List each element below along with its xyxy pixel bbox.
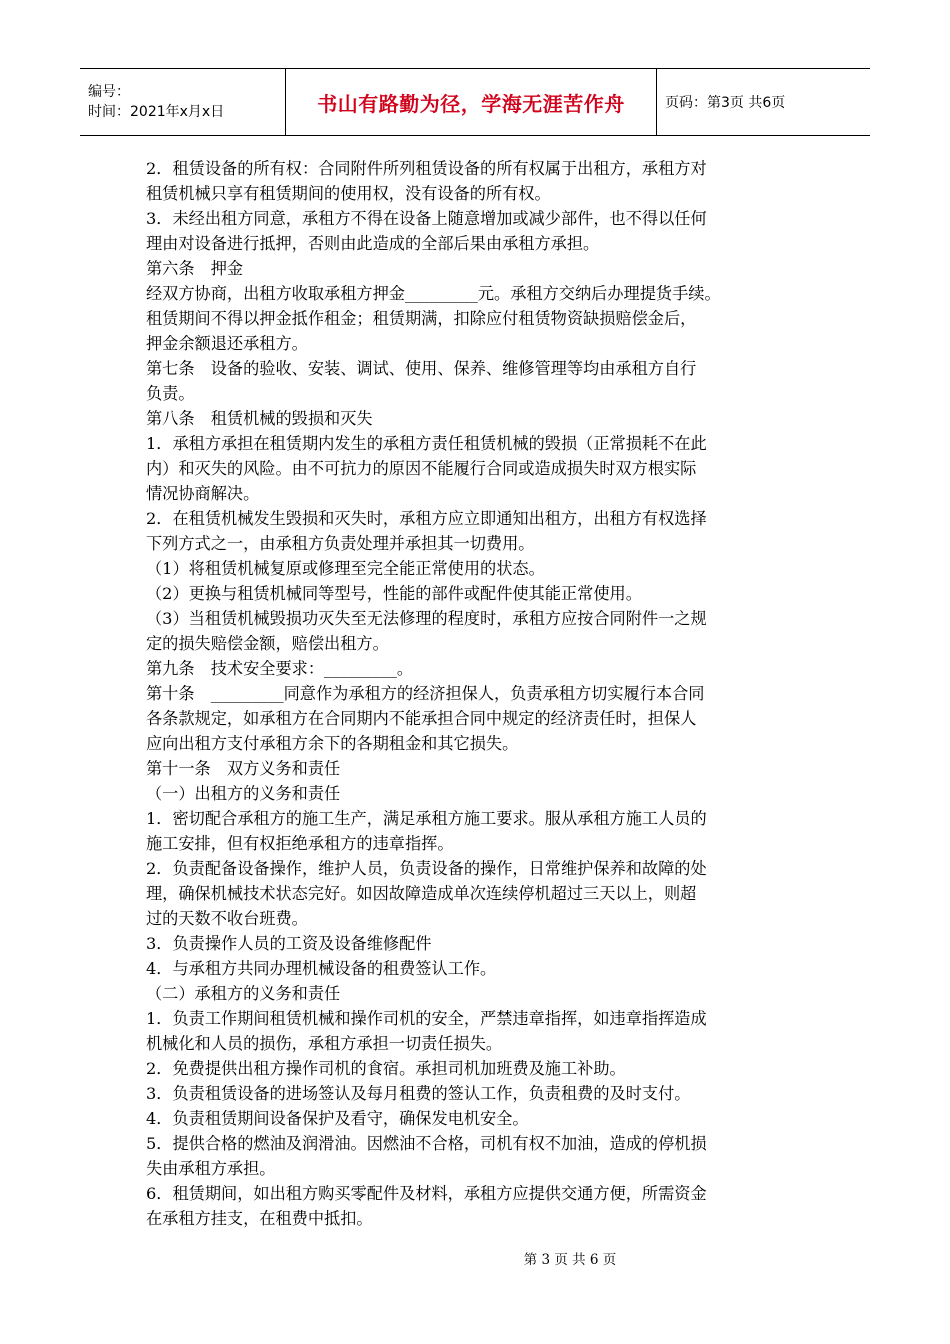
document-code-label: 编号： [88,84,130,100]
text-line: 4．负责租赁期间设备保护及看守，确保发电机安全。 [146,1109,529,1128]
page-header [80,68,870,136]
header-motto-cell [285,69,657,135]
text-line: 押金余额退还承租方。 [146,334,308,353]
text-line: 4．与承租方共同办理机械设备的租费签认工作。 [146,959,497,978]
text-line: （二）承租方的义务和责任 [146,984,341,1003]
text-line: 情况协商解决。 [146,484,260,503]
text-line: 应向出租方支付承租方余下的各期租金和其它损失。 [146,734,519,753]
text-line: 定的损失赔偿金额，赔偿出租方。 [146,634,389,653]
text-line: （1）将租赁机械复原或修理至完全能正常使用的状态。 [146,559,545,578]
text-line: 2．负责配备设备操作，维护人员，负责设备的操作，日常维护保养和故障的处 [146,859,707,878]
text-line: 在承租方挂支，在租费中抵扣。 [146,1209,373,1228]
text-line: 第六条 押金 [146,259,244,278]
text-line: 第七条 设备的验收、安装、调试、使用、保养、维修管理等均由承租方自行 [146,359,697,378]
page-info-text: 页码：第3页 共6页 [665,95,786,111]
text-line: （2）更换与租赁机械同等型号，性能的部件或配件使其能正常使用。 [146,584,642,603]
text-line: 1．承租方承担在租赁期内发生的承租方责任租赁机械的毁损（正常损耗不在此 [146,434,707,453]
text-line: 租赁期间不得以押金抵作租金；租赁期满，扣除应付租赁物资缺损赔偿金后， [146,309,697,328]
text-line: 过的天数不收台班费。 [146,909,308,928]
text-line: 下列方式之一，由承租方负责处理并承担其一切费用。 [146,534,535,553]
text-line: 5．提供合格的燃油及润滑油。因燃油不合格，司机有权不加油，造成的停机损 [146,1134,707,1153]
text-line: 失由承租方承担。 [146,1159,276,1178]
header-page-info [657,69,870,135]
text-line: 施工安排，但有权拒绝承租方的违章指挥。 [146,834,454,853]
text-line: 3．负责租赁设备的进场签认及每月租费的签认工作，负责租费的及时支付。 [146,1084,691,1103]
text-line: 1．密切配合承租方的施工生产，满足承租方施工要求。服从承租方施工人员的 [146,809,707,828]
text-line: 第八条 租赁机械的毁损和灭失 [146,409,373,428]
page-footer: 第 3 页 共 6 页 [523,1252,617,1268]
text-line: 2．租赁设备的所有权：合同附件所列租赁设备的所有权属于出租方，承租方对 [146,159,707,178]
header-motto: 书山有路勤为径，学海无涯苦作舟 [317,91,625,116]
text-line: 经双方协商，出租方收取承租方押金_________元。承租方交纳后办理提货手续。 [146,284,721,303]
text-line: 机械化和人员的损伤，承租方承担一切责任损失。 [146,1034,503,1053]
document-date: 时间：2021年x月x日 [88,104,225,120]
text-line: 租赁机械只享有租赁期间的使用权，没有设备的所有权。 [146,184,551,203]
text-line: 第九条 技术安全要求：_________。 [146,659,414,678]
text-line: （一）出租方的义务和责任 [146,784,341,803]
text-line: 2．在租赁机械发生毁损和灭失时，承租方应立即通知出租方，出租方有权选择 [146,509,707,528]
text-line: 1．负责工作期间租赁机械和操作司机的安全，严禁违章指挥，如违章指挥造成 [146,1009,707,1028]
header-meta [80,69,285,135]
text-line: 3．负责操作人员的工资及设备维修配件 [146,934,432,953]
text-line: 3．未经出租方同意，承租方不得在设备上随意增加或减少部件，也不得以任何 [146,209,707,228]
text-line: 6．租赁期间，如出租方购买零配件及材料，承租方应提供交通方便，所需资金 [146,1184,707,1203]
text-line: 第十条 _________同意作为承租方的经济担保人，负责承租方切实履行本合同 [146,684,705,703]
text-line: （3）当租赁机械毁损功灭失至无法修理的程度时，承租方应按合同附件一之规 [146,609,707,628]
text-line: 2．免费提供出租方操作司机的食宿。承担司机加班费及施工补助。 [146,1059,626,1078]
text-line: 第十一条 双方义务和责任 [146,759,341,778]
text-line: 各条款规定，如承租方在合同期内不能承担合同中规定的经济责任时，担保人 [146,709,697,728]
text-line: 理，确保机械技术状态完好。如因故障造成单次连续停机超过三天以上，则超 [146,884,697,903]
text-line: 理由对设备进行抵押，否则由此造成的全部后果由承租方承担。 [146,234,600,253]
text-line: 负责。 [146,384,195,403]
contract-body [146,156,818,1231]
text-line: 内）和灭失的风险。由不可抗力的原因不能履行合同或造成损失时双方根实际 [146,459,697,478]
